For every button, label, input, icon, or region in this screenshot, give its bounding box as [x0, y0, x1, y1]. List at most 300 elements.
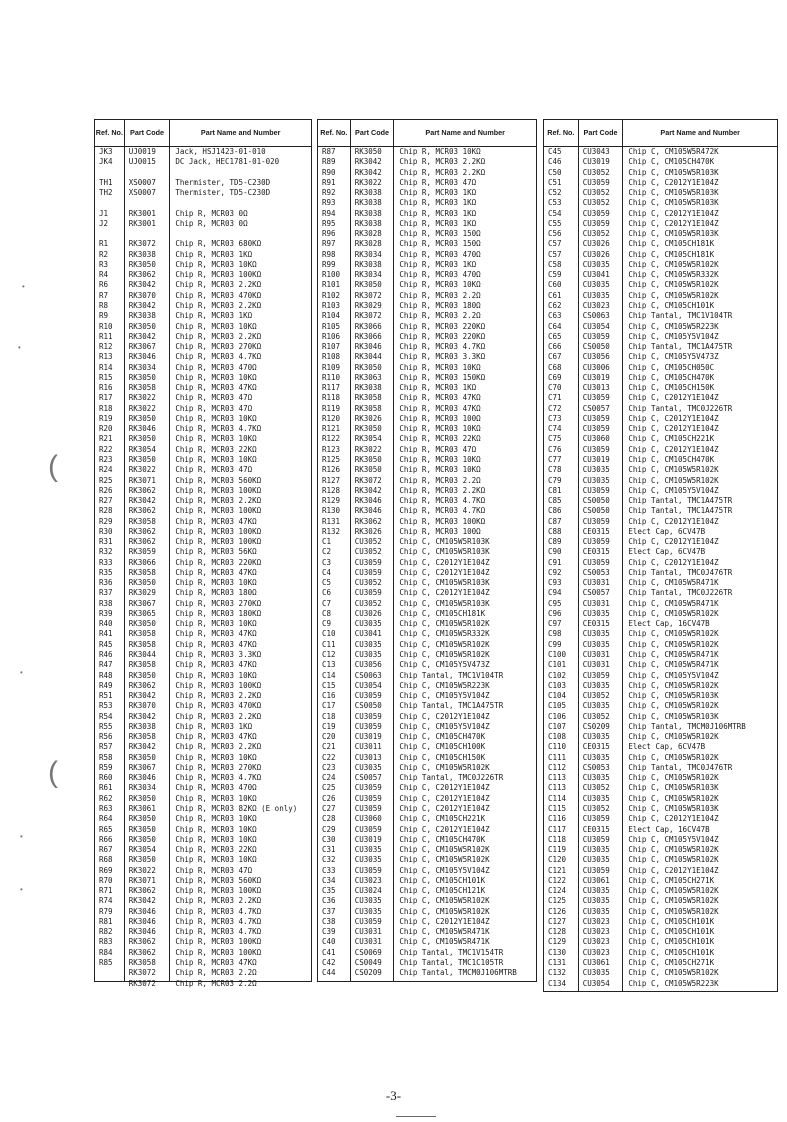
part-name-cell: Chip C, CM105W5R102K	[628, 968, 719, 978]
ref-no-cell: R131	[322, 516, 341, 526]
ref-no-cell: R70	[99, 875, 113, 885]
part-code-cell: RK3038	[354, 218, 382, 228]
ref-no-cell: C105	[548, 701, 567, 711]
part-code-cell: CU3035	[582, 608, 610, 618]
part-code-cell	[129, 229, 170, 239]
margin-dot: •	[20, 832, 23, 841]
part-name-cell: Chip C, CM105W5R103K	[628, 229, 719, 239]
ref-no-cell: R99	[322, 259, 336, 269]
part-name-cell: Chip R, MCR03 2.2KΩ	[399, 157, 486, 167]
part-code-cell: RK3058	[354, 403, 382, 413]
part-name-cell: Chip R, MCR03 270KΩ	[175, 762, 262, 772]
part-name-cell: Chip Tantal, TMC1V154TR	[399, 947, 504, 957]
ref-no-cell: R32	[99, 547, 113, 557]
part-code-cell: CE0315	[582, 547, 610, 557]
part-name-cell: Chip R, MCR03 100KΩ	[175, 537, 262, 547]
ref-no-cell: R101	[322, 280, 341, 290]
part-name-cell: Chip Tantal, TMCM0J106MTRB	[399, 968, 517, 978]
ref-no-cell: R49	[99, 680, 113, 690]
part-code-cell: CU3056	[582, 352, 610, 362]
ref-no-cell: R91	[322, 177, 336, 187]
part-name-cell: Chip C, CM105CH101K	[628, 937, 715, 947]
part-name-cell: Chip R, MCR03 47KΩ	[175, 639, 257, 649]
part-name-cell: Chip C, CM105W5R332K	[399, 629, 490, 639]
part-code-cell: CU3035	[582, 855, 610, 865]
ref-no-cell: R129	[322, 496, 341, 506]
part-name-cell: Chip C, CM105W5R223K	[399, 680, 490, 690]
part-code-cell: CU3059	[354, 916, 382, 926]
ref-no-cell: R6	[99, 280, 109, 290]
part-code-cell: CS0057	[582, 403, 610, 413]
ref-no-cell: C67	[548, 352, 562, 362]
part-code-cell: RK3046	[354, 496, 382, 506]
part-code-cell: RK3050	[128, 793, 156, 803]
ref-no-cell: C24	[322, 773, 336, 783]
part-name-cell: Chip R, MCR03 4.7KΩ	[175, 906, 262, 916]
part-name-cell: Chip C, CM105CH470K	[628, 454, 715, 464]
part-name-cell: Chip R, MCR03 150KΩ	[399, 372, 486, 382]
part-name-cell: Chip R, MCR03 2.2KΩ	[175, 496, 262, 506]
part-name-cell: Chip C, CM105CH101K	[628, 927, 715, 937]
part-code-cell: CU3035	[354, 855, 382, 865]
ref-no-cell: C116	[548, 814, 567, 824]
part-code-cell: RK3050	[128, 824, 156, 834]
ref-no-cell: R13	[99, 352, 113, 362]
part-code-cell: RK3042	[128, 280, 156, 290]
part-code-cell: RK3034	[128, 783, 156, 793]
ref-no-cell: C92	[548, 567, 562, 577]
part-code-cell: RK3054	[354, 434, 382, 444]
ref-no-cell: R2	[99, 249, 109, 259]
part-name-cell: Chip C, CM105W5R103K	[399, 578, 490, 588]
part-code-cell: RK3042	[128, 496, 156, 506]
part-name-cell: Chip C, CM105CH121K	[399, 886, 486, 896]
part-code-cell: CE0315	[582, 824, 610, 834]
part-code-cell: CU3059	[582, 208, 610, 218]
ref-no-cell: C65	[548, 331, 562, 341]
part-name-cell: Chip R, MCR03 10KΩ	[175, 793, 257, 803]
part-name-cell: Chip C, CM105W5R102K	[628, 732, 719, 742]
ref-no-cell: C117	[548, 824, 567, 834]
part-code-cell: CU3059	[354, 804, 382, 813]
ref-no-cell: C126	[548, 906, 567, 916]
part-name-cell: Chip R, MCR03 100KΩ	[175, 270, 262, 280]
part-code-cell: CU3013	[582, 383, 610, 393]
header-part-code: Part Code	[125, 120, 171, 146]
part-code-cell: CU3023	[582, 300, 610, 310]
part-name-cell: Chip R, MCR03 470Ω	[175, 783, 257, 793]
ref-no-cell: R54	[99, 711, 113, 721]
ref-no-cell: C112	[548, 762, 567, 772]
part-name-cell: Chip C, CM105CH150K	[399, 752, 486, 762]
part-name-cell: Chip C, CM105W5R471K	[628, 660, 719, 670]
part-name-cell: Chip R, MCR03 4.7KΩ	[175, 352, 262, 362]
part-name-cell: Chip Tantal, TMC1A475TR	[399, 701, 504, 711]
ref-no-cell: C37	[322, 906, 336, 916]
part-name-cell: Chip C, C2012Y1E104Z	[399, 588, 490, 598]
part-name-cell: Chip C, CM105W5R103K	[628, 167, 719, 177]
ref-no-cell: R85	[99, 957, 113, 967]
part-code-cell: RK3062	[354, 516, 382, 526]
part-code-cell: CU3059	[582, 516, 610, 526]
ref-no-cell: C19	[322, 721, 336, 731]
part-name-cell: Chip C, CM105Y5V104Z	[628, 670, 719, 680]
part-name-cell: Chip R, MCR03 2.2KΩ	[175, 896, 262, 906]
part-code-cell: RK3029	[128, 588, 156, 598]
part-code-cell: RK3058	[128, 957, 156, 967]
part-name-cell: Chip C, CM105W5R103K	[399, 598, 490, 608]
part-name-cell: Chip C, C2012Y1E104Z	[399, 793, 490, 803]
ref-no-cell: C18	[322, 711, 336, 721]
part-name-cell: Chip C, CM105CH470K	[628, 157, 715, 167]
ref-no-cell: C79	[548, 475, 562, 485]
part-code-cell: RK3062	[128, 937, 156, 947]
part-code-cell: RK3058	[128, 660, 156, 670]
part-code-cell: RK3050	[354, 362, 382, 372]
ref-no-cell: R41	[99, 629, 113, 639]
part-name-cell: Chip C, CM105W5R471K	[628, 578, 719, 588]
part-code-cell: RK3062	[128, 270, 156, 280]
part-code-cell: CU3006	[582, 362, 610, 372]
ref-no-cell: R53	[99, 701, 113, 711]
ref-no-cell: C11	[322, 639, 336, 649]
part-code-cell: RK3050	[128, 814, 156, 824]
part-name-cell: Chip R, MCR03 10KΩ	[175, 372, 257, 382]
part-code-cell: CU3061	[582, 875, 610, 885]
part-code-cell: CU3035	[354, 639, 382, 649]
desc-column	[394, 147, 536, 982]
ref-no-cell: C97	[548, 619, 562, 629]
ref-no-cell: C71	[548, 393, 562, 403]
part-code-cell: RK3072	[354, 475, 382, 485]
part-code-cell: CU3011	[354, 742, 382, 752]
ref-no-cell	[99, 198, 124, 208]
part-code-cell: CU3035	[582, 259, 610, 269]
part-code-cell: CU3059	[582, 177, 610, 187]
part-name-cell: Chip C, CM105CH150K	[628, 383, 715, 393]
ref-no-cell: C118	[548, 834, 567, 844]
part-name-cell: Chip C, CM105CH221K	[628, 434, 715, 444]
ref-no-cell: C127	[548, 916, 567, 926]
part-code-cell: CE0315	[582, 742, 610, 752]
part-name-cell: Chip R, MCR03 470KΩ	[175, 290, 262, 300]
ref-no-cell: R84	[99, 947, 113, 957]
ref-no-cell: R105	[322, 321, 341, 331]
ref-no-cell: R69	[99, 865, 113, 875]
part-name-cell: Chip R, MCR03 220KΩ	[175, 557, 262, 567]
ref-no-cell: C58	[548, 259, 562, 269]
part-name-cell: Chip Tantal, TMC1C105TR	[399, 957, 504, 967]
ref-no-cell: JK3	[99, 147, 113, 156]
part-name-cell: Chip C, C2012Y1E104Z	[399, 916, 490, 926]
ref-no-cell: C21	[322, 742, 336, 752]
ref-no-cell: C28	[322, 814, 336, 824]
ref-no-cell: R29	[99, 516, 113, 526]
part-name-cell: Chip C, CM105W5R103K	[628, 783, 719, 793]
part-name-cell: Chip R, MCR03 4.7KΩ	[175, 927, 262, 937]
ref-no-cell: C122	[548, 875, 567, 885]
part-name-cell: Chip C, CM105CH181K	[628, 239, 715, 249]
part-code-cell: CU3059	[354, 588, 382, 598]
part-name-cell: Chip R, MCR03 2.2KΩ	[175, 331, 262, 341]
part-code-cell: RK3062	[128, 886, 156, 896]
part-code-cell: RK3063	[354, 372, 382, 382]
part-code-cell: RK3062	[128, 506, 156, 516]
part-name-cell: Chip C, CM105W5R472K	[628, 147, 719, 156]
margin-dot: •	[20, 885, 23, 894]
ref-no-cell: C46	[548, 157, 562, 167]
part-code-cell: CU3035	[582, 629, 610, 639]
part-name-cell: Chip C, CM105W5R102K	[628, 701, 719, 711]
ref-no-cell: C63	[548, 311, 562, 321]
part-name-cell: Chip R, MCR03 47Ω	[175, 865, 253, 875]
ref-no-cell: C125	[548, 896, 567, 906]
part-code-cell: RK3058	[128, 639, 156, 649]
ref-no-cell: C104	[548, 691, 567, 701]
ref-no-cell: R104	[322, 311, 341, 321]
ref-no-cell: C55	[548, 218, 562, 228]
ref-no-cell: C23	[322, 762, 336, 772]
ref-no-cell: C102	[548, 670, 567, 680]
part-name-cell: Chip C, CM105CH271K	[628, 875, 715, 885]
part-code-cell: CU3035	[354, 650, 382, 660]
part-code-cell: CU3059	[582, 537, 610, 547]
margin-dot: •	[18, 343, 21, 352]
table-header	[95, 120, 311, 147]
part-name-cell: Chip R, MCR03 150Ω	[399, 239, 481, 249]
part-code-cell: CS0050	[582, 506, 610, 516]
part-code-cell: CU3052	[582, 783, 610, 793]
ref-no-cell: C77	[548, 454, 562, 464]
part-code-cell: RK3026	[354, 526, 382, 536]
ref-no-cell: C75	[548, 434, 562, 444]
part-name-cell: Chip C, CM105W5R102K	[399, 906, 490, 916]
ref-no-cell: C99	[548, 639, 562, 649]
ref-no-cell: R31	[99, 537, 113, 547]
part-name-cell: Chip C, CM105W5R103K	[399, 547, 490, 557]
part-name-cell: Chip R, MCR03 10KΩ	[175, 321, 257, 331]
part-code-cell: CU3035	[582, 968, 610, 978]
part-code-cell: CU3031	[582, 660, 610, 670]
part-code-cell: RK3029	[354, 300, 382, 310]
part-code-cell: RK3046	[128, 424, 156, 434]
ref-no-cell: R71	[99, 886, 113, 896]
ref-no-cell: C130	[548, 947, 567, 957]
part-name-cell: Chip R, MCR03 2.2KΩ	[175, 742, 262, 752]
ref-no-cell: R117	[322, 383, 341, 393]
part-code-cell: CU3035	[354, 896, 382, 906]
part-name-cell: Chip R, MCR03 10KΩ	[175, 670, 257, 680]
part-name-cell: Thermister, TD5-C230D	[175, 188, 271, 198]
part-code-cell: RK3066	[128, 557, 156, 567]
part-name-cell: Chip C, CM105W5R103K	[628, 691, 719, 701]
part-code-cell: RK3042	[128, 300, 156, 310]
part-code-cell: CU3052	[354, 598, 382, 608]
part-code-cell: CS0050	[582, 496, 610, 506]
table-header	[318, 120, 536, 147]
part-name-cell: Chip C, CM105W5R332K	[628, 270, 719, 280]
part-code-cell: CU3052	[582, 711, 610, 721]
ref-no-cell: C26	[322, 793, 336, 803]
part-name-cell: Chip R, MCR03 180KΩ	[175, 608, 262, 618]
part-name-cell: DC Jack, HEC1781-01-020	[175, 157, 280, 167]
part-code-cell: CU3035	[354, 906, 382, 916]
part-name-cell: Chip Tantal, TMC1V104TR	[628, 311, 733, 321]
part-code-cell: CS0053	[582, 762, 610, 772]
part-code-cell: CU3052	[582, 691, 610, 701]
ref-no-cell: R107	[322, 342, 341, 352]
ref-no-cell: C94	[548, 588, 562, 598]
ref-no-cell: R106	[322, 331, 341, 341]
part-name-cell: Chip R, MCR03 100KΩ	[399, 516, 486, 526]
ref-no-cell	[99, 168, 124, 178]
ref-no-cell: R119	[322, 403, 341, 413]
part-code-cell: RK3046	[128, 916, 156, 926]
ref-no-cell: C33	[322, 865, 336, 875]
ref-no-cell: C25	[322, 783, 336, 793]
part-code-cell: RK3050	[354, 424, 382, 434]
ref-no-cell: C68	[548, 362, 562, 372]
part-name-cell: Chip C, CM105W5R471K	[628, 650, 719, 660]
part-name-cell: Chip C, CM105W5R102K	[628, 608, 719, 618]
binder-hole-mark: (	[48, 756, 58, 789]
ref-no-cell: C12	[322, 650, 336, 660]
part-name-cell: Chip R, MCR03 560KΩ	[175, 475, 262, 485]
part-name-cell: Chip C, CM105W5R102K	[628, 845, 719, 855]
part-code-cell: XS0007	[128, 177, 156, 187]
ref-no-cell: C101	[548, 660, 567, 670]
ref-no-cell: C14	[322, 670, 336, 680]
ref-no-cell: C73	[548, 413, 562, 423]
ref-no-cell: C60	[548, 280, 562, 290]
ref-no-cell: C17	[322, 701, 336, 711]
part-code-cell: CU3052	[354, 537, 382, 547]
ref-no-cell: R120	[322, 413, 341, 423]
part-name-cell: Chip C, CM105W5R102K	[628, 680, 719, 690]
part-name-cell: Chip R, MCR03 10KΩ	[175, 413, 257, 423]
part-code-cell: RK3050	[354, 454, 382, 464]
ref-no-cell: C111	[548, 752, 567, 762]
part-name-cell: Chip C, C2012Y1E104Z	[628, 865, 719, 875]
part-name-cell: Chip R, MCR03 22KΩ	[175, 845, 257, 855]
ref-no-cell: C87	[548, 516, 562, 526]
header-ref-no: Ref. No.	[544, 120, 579, 146]
ref-no-cell: C85	[548, 496, 562, 506]
margin-dot: •	[22, 282, 25, 291]
part-code-cell: CU3059	[354, 711, 382, 721]
ref-no-cell: C5	[322, 578, 332, 588]
part-name-cell: Chip R, MCR03 1KΩ	[399, 208, 477, 218]
ref-no-cell: C45	[548, 147, 562, 156]
ref-no-cell: C31	[322, 845, 336, 855]
part-code-cell: CS0063	[354, 670, 382, 680]
part-name-cell: Chip C, CM105W5R102K	[399, 896, 490, 906]
ref-no-cell: C40	[322, 937, 336, 947]
header-ref-no: Ref. No.	[95, 120, 125, 146]
part-name-cell: Chip C, C2012Y1E104Z	[399, 567, 490, 577]
part-code-cell: RK3028	[354, 229, 382, 239]
part-name-cell: Chip R, MCR03 220KΩ	[399, 331, 486, 341]
part-code-cell: CU3059	[582, 393, 610, 403]
part-name-cell: Chip Tantal, TMC1V104TR	[399, 670, 504, 680]
part-code-cell: RK3054	[128, 845, 156, 855]
part-code-cell: RK3028	[354, 239, 382, 249]
ref-no-cell: C74	[548, 424, 562, 434]
ref-no-cell: C59	[548, 270, 562, 280]
part-code-cell: RK3050	[128, 413, 156, 423]
ref-no-cell: R45	[99, 639, 113, 649]
part-code-cell: CU3052	[582, 188, 610, 198]
ref-no-cell: R121	[322, 424, 341, 434]
part-name-cell: Chip C, CM105W5R102K	[628, 773, 719, 783]
part-name-cell: Chip R, MCR03 47KΩ	[175, 516, 257, 526]
part-code-cell: CU3059	[582, 485, 610, 495]
part-code-cell: RK3038	[354, 259, 382, 269]
part-code-cell: CE0315	[582, 619, 610, 629]
part-code-cell: CU3035	[582, 752, 610, 762]
ref-no-cell: R58	[99, 752, 113, 762]
part-name-cell: Chip C, C2012Y1E104Z	[399, 824, 490, 834]
part-code-cell: CU3035	[582, 773, 610, 783]
part-name-cell: Chip R, MCR03 180Ω	[175, 588, 257, 598]
part-name-cell: Chip R, MCR03 4.7KΩ	[399, 496, 486, 506]
ref-no-cell: R36	[99, 578, 113, 588]
ref-no-cell: R40	[99, 619, 113, 629]
part-code-cell: RK3058	[128, 732, 156, 742]
ref-no-cell: R130	[322, 506, 341, 516]
part-code-cell: CU3035	[582, 732, 610, 742]
part-name-cell: Chip R, MCR03 2.2KΩ	[175, 280, 262, 290]
part-name-cell: Chip R, MCR03 3.3KΩ	[399, 352, 486, 362]
part-name-cell: Chip C, CM105W5R102K	[628, 639, 719, 649]
part-name-cell: Chip R, MCR03 47Ω	[175, 393, 253, 403]
ref-no-cell: R61	[99, 783, 113, 793]
part-code-cell: RK3067	[128, 762, 156, 772]
ref-no-cell: R26	[99, 485, 113, 495]
part-name-cell: Chip Tantal, TMC1A475TR	[628, 506, 733, 516]
part-code-cell: RK3072	[128, 978, 156, 988]
ref-no-cell: C103	[548, 680, 567, 690]
part-name-cell: Chip C, CM105W5R102K	[399, 855, 490, 865]
part-name-cell: Chip R, MCR03 150Ω	[399, 229, 481, 239]
part-name-cell: Chip C, CM105W5R103K	[628, 188, 719, 198]
part-name-cell: Chip R, MCR03 10KΩ	[399, 362, 481, 372]
part-name-cell: Chip C, C2012Y1E104Z	[628, 557, 719, 567]
ref-no-cell: C53	[548, 198, 562, 208]
ref-no-cell: R35	[99, 567, 113, 577]
part-code-cell	[129, 168, 170, 178]
part-name-cell: Chip R, MCR03 2.2Ω	[399, 475, 481, 485]
part-code-cell: RK3070	[128, 290, 156, 300]
part-name-cell: Chip R, MCR03 2.2KΩ	[399, 167, 486, 177]
part-code-cell: RK3072	[128, 239, 156, 249]
part-name-cell: Chip R, MCR03 1KΩ	[175, 721, 253, 731]
ref-no-cell: R123	[322, 444, 341, 454]
part-name-cell: Chip C, CM105CH101K	[628, 947, 715, 957]
part-name-cell: Chip R, MCR03 470Ω	[399, 249, 481, 259]
part-code-cell: CU3054	[582, 978, 610, 988]
part-name-cell: Chip C, CM105CH100K	[399, 742, 486, 752]
part-code-cell: RK3067	[128, 342, 156, 352]
part-code-cell: RK3058	[128, 383, 156, 393]
part-code-cell: RK3034	[128, 362, 156, 372]
header-part-name: Part Name and Number	[660, 128, 740, 137]
part-name-cell: Chip C, CM105W5R102K	[628, 475, 719, 485]
part-name-cell: Chip R, MCR03 100Ω	[399, 526, 481, 536]
ref-no-cell: R27	[99, 496, 113, 506]
part-name-cell: Chip Tantal, TMC1A475TR	[628, 496, 733, 506]
ref-no-cell: R15	[99, 372, 113, 382]
